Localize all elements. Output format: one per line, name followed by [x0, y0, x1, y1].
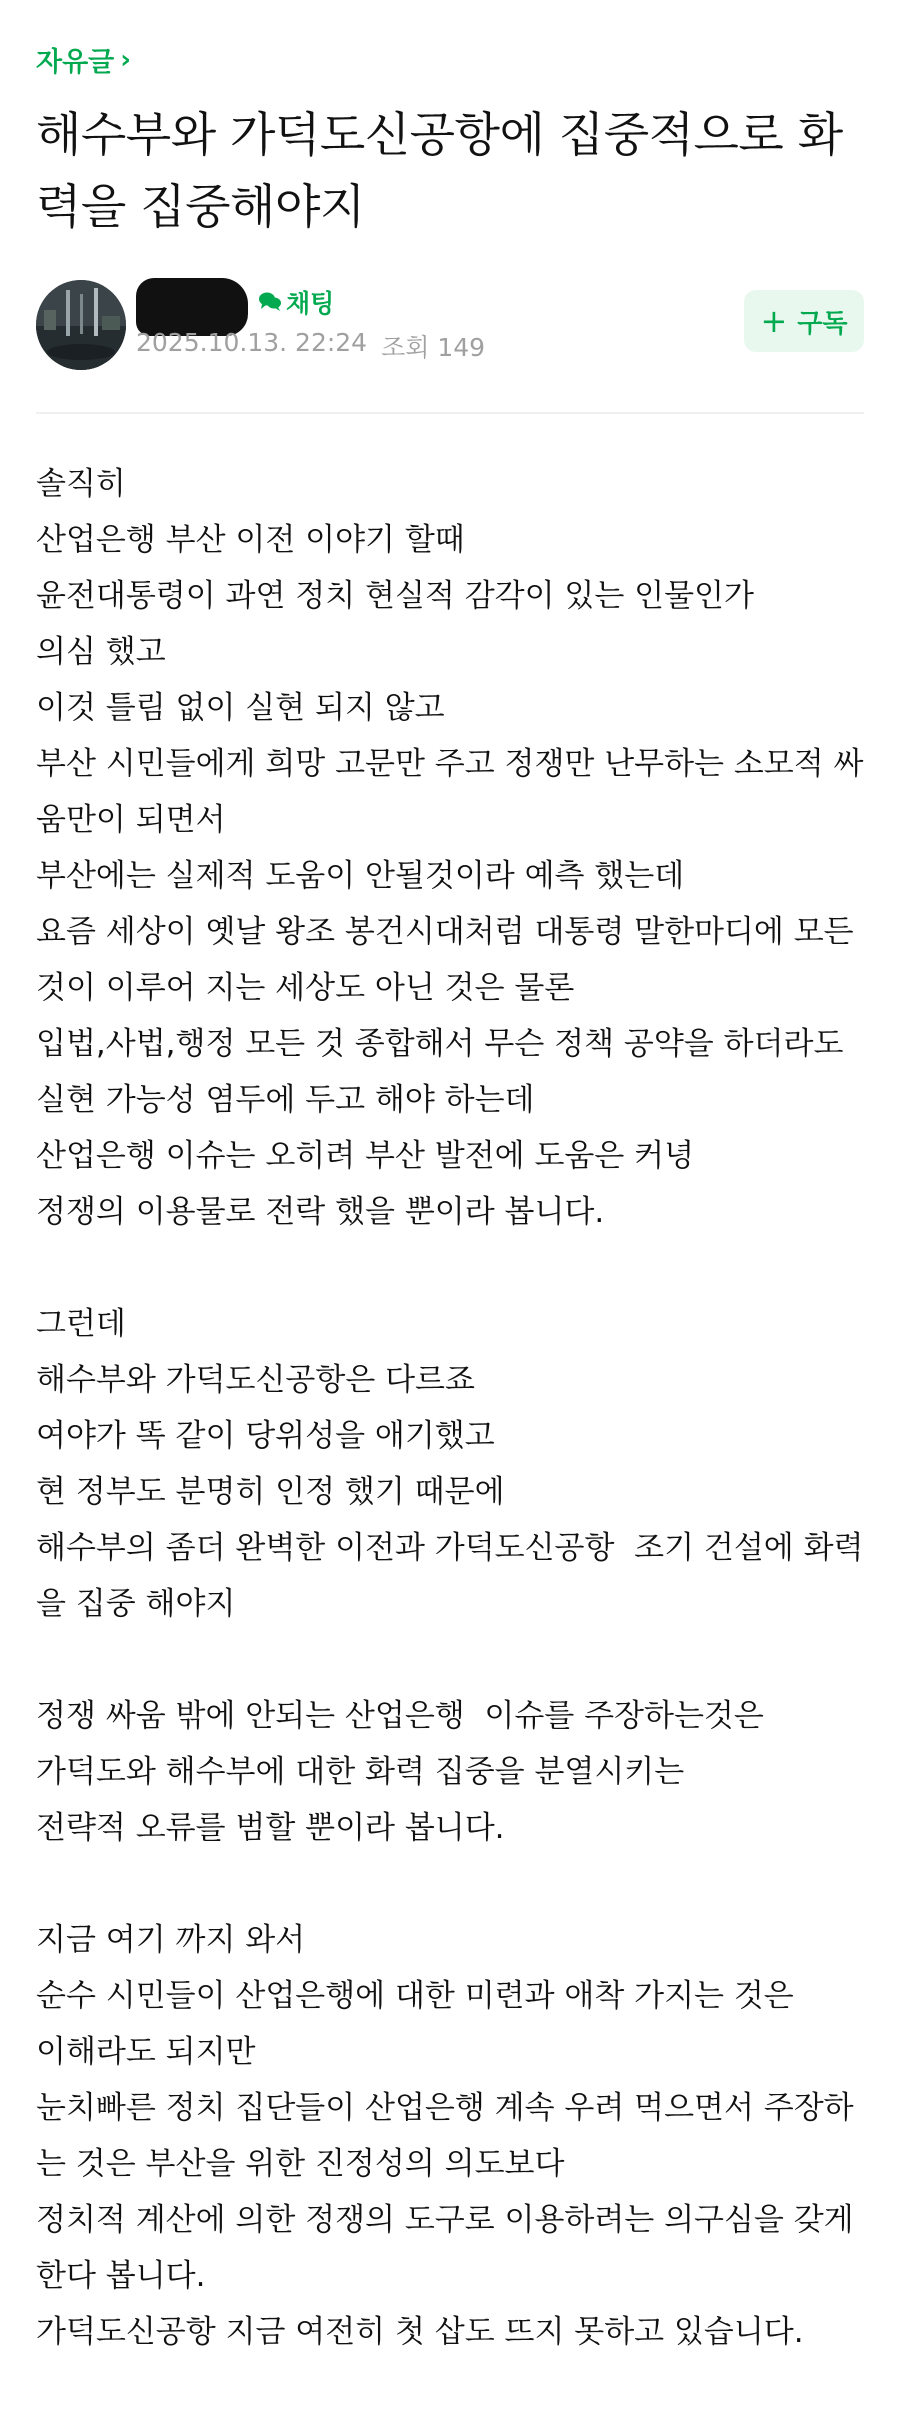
body-line: 을 집중 해야지: [36, 1586, 236, 1622]
body-line: 순수 시민들이 산업은행에 대한 미련과 애착 가지는 것은: [36, 1978, 794, 2014]
subscribe-label: 구독: [797, 308, 848, 339]
body-line: 전략적 오류를 범할 뿐이라 봅니다.: [36, 1810, 505, 1846]
body-line: 정쟁 싸움 밖에 안되는 산업은행 이슈를 주장하는것은: [36, 1698, 764, 1734]
board-label: 자유글: [36, 47, 115, 78]
view-count: 조회 149: [381, 333, 486, 362]
body-line: 솔직히: [36, 466, 126, 502]
body-line: 눈치빠른 정치 집단들이 산업은행 계속 우려 먹으면서 주장하: [36, 2090, 854, 2126]
avatar-photo-icon: [36, 280, 126, 370]
body-line: 이해라도 되지만: [36, 2034, 256, 2070]
chat-bubbles-icon: [258, 291, 282, 313]
divider: [36, 412, 864, 414]
body-line: 현 정부도 분명히 인정 했기 때문에: [36, 1474, 505, 1510]
post-title: 해수부와 가덕도신공항에 집중적으로 화력을 집중해야지: [36, 108, 843, 235]
author-row: [36, 276, 864, 372]
body-line: 것이 이루어 지는 세상도 아닌 것은 물론: [36, 970, 575, 1006]
body-line: 의심 했고: [36, 634, 166, 670]
body-line: 해수부의 좀더 완벽한 이전과 가덕도신공항 조기 건설에 화력: [36, 1530, 864, 1566]
body-line: 산업은행 부산 이전 이야기 할때: [36, 522, 465, 558]
body-line: 부산 시민들에게 희망 고문만 주고 정쟁만 난무하는 소모적 싸: [36, 746, 864, 782]
board-breadcrumb-link[interactable]: [36, 40, 131, 79]
body-line: 가덕도신공항 지금 여전히 첫 삽도 뜨지 못하고 있습니다.: [36, 2314, 804, 2350]
post-meta: [136, 328, 485, 364]
post-body: [36, 456, 876, 2360]
post-date: 2025.10.13. 22:24: [136, 328, 368, 357]
chevron-right-icon: ›: [120, 44, 131, 75]
body-line: 지금 여기 까지 와서: [36, 1922, 306, 1958]
body-line: 그런데: [36, 1306, 126, 1342]
body-line: 입법,사법,행정 모든 것 종합해서 무슨 정책 공약을 하더라도: [36, 1026, 844, 1062]
body-line: 여야가 똑 같이 당위성을 애기했고: [36, 1418, 495, 1454]
body-line: 윤전대통령이 과연 정치 현실적 감각이 있는 인물인가: [36, 578, 754, 614]
body-line: 실현 가능성 염두에 두고 해야 하는데: [36, 1082, 535, 1118]
body-line: 해수부와 가덕도신공항은 다르죠: [36, 1362, 475, 1398]
body-line: 가덕도와 해수부에 대한 화력 집중을 분열시키는: [36, 1754, 685, 1790]
body-line: 산업은행 이슈는 오히려 부산 발전에 도움은 커녕: [36, 1138, 695, 1174]
body-line: 정치적 계산에 의한 정쟁의 도구로 이용하려는 의구심을 갖게: [36, 2202, 854, 2238]
body-line: [36, 1856, 876, 1912]
chat-link[interactable]: [258, 284, 334, 320]
body-line: 이것 틀림 없이 실현 되지 않고: [36, 690, 445, 726]
body-line: 한다 봅니다.: [36, 2258, 206, 2294]
body-line: 정쟁의 이용물로 전락 했을 뿐이라 봅니다.: [36, 1194, 605, 1230]
body-line: [36, 1240, 876, 1296]
body-line: 움만이 되면서: [36, 802, 226, 838]
body-line: 는 것은 부산을 위한 진정성의 의도보다: [36, 2146, 565, 2182]
body-line: 요즘 세상이 옛날 왕조 봉건시대처럼 대통령 말한마디에 모든: [36, 914, 854, 950]
plus-icon: +: [760, 302, 788, 340]
body-line: 부산에는 실제적 도움이 안될것이라 예측 했는데: [36, 858, 685, 894]
avatar[interactable]: [36, 280, 126, 370]
body-line: [36, 1632, 876, 1688]
subscribe-button[interactable]: [744, 290, 864, 352]
chat-label: 채팅: [286, 289, 335, 318]
